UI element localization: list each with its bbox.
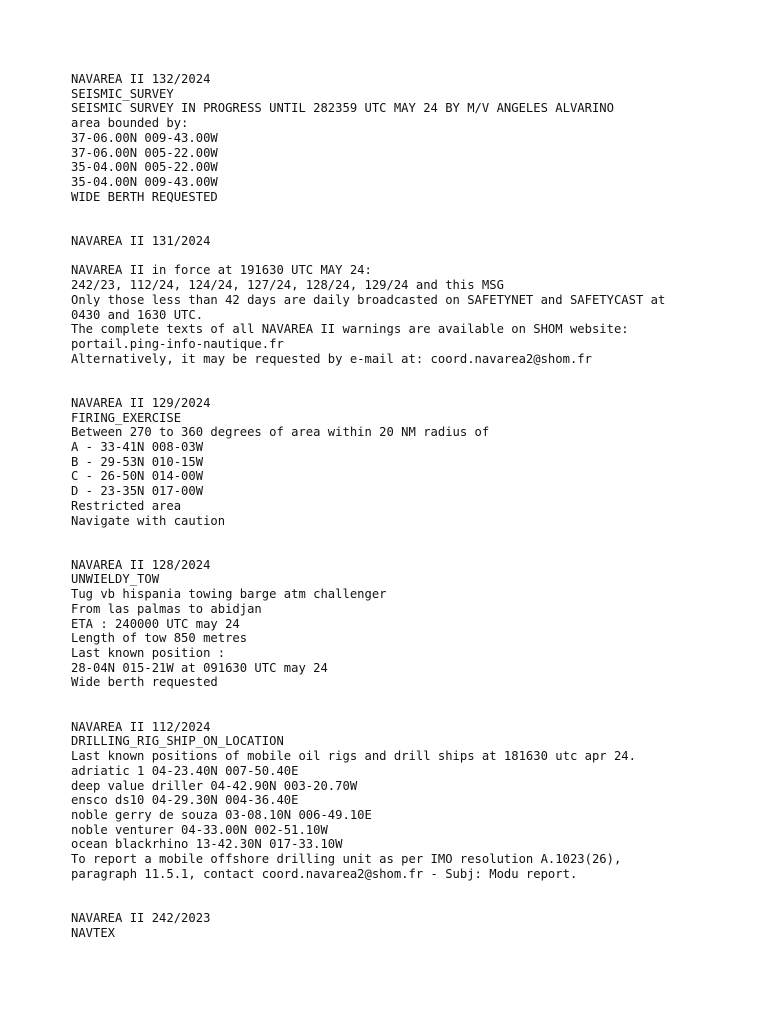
warning-line: 35-04.00N 005-22.00W	[71, 160, 218, 175]
warning-line: NAVAREA II in force at 191630 UTC MAY 24:	[71, 263, 372, 278]
warning-line: NAVTEX	[71, 925, 116, 940]
warning-line: deep value driller 04-42.90N 003-20.70W	[71, 778, 358, 793]
warning-header: NAVAREA II 242/2023	[71, 910, 211, 925]
navarea-warning	[71, 720, 761, 882]
navarea-warning	[71, 396, 761, 528]
warning-line: A - 33-41N 008-03W	[71, 439, 204, 454]
warning-line: Restricted area	[71, 498, 182, 513]
warning-line: Only those less than 42 days are daily broadcasted on SAFETYNET and SAFETYCAST at	[71, 292, 666, 307]
warning-line: paragraph 11.5.1, contact coord.navarea2@shom.fr - Subj: Modu report.	[71, 866, 578, 881]
section-gap	[71, 882, 761, 911]
warning-line: ocean blackrhino 13-42.30N 017-33.10W	[71, 837, 343, 852]
warning-line: D - 23-35N 017-00W	[71, 484, 204, 499]
warning-line: adriatic 1 04-23.40N 007-50.40E	[71, 763, 299, 778]
warning-line: To report a mobile offshore drilling unit as per IMO resolution A.1023(26),	[71, 852, 622, 867]
warning-header: NAVAREA II 129/2024	[71, 395, 211, 410]
warning-line: 37-06.00N 009-43.00W	[71, 130, 218, 145]
warning-line: ETA : 240000 UTC may 24	[71, 616, 240, 631]
warning-line: FIRING_EXERCISE	[71, 410, 182, 425]
section-gap	[71, 204, 761, 233]
warning-line: SEISMIC_SURVEY	[71, 86, 174, 101]
navarea-warning	[71, 72, 761, 204]
warning-line: The complete texts of all NAVAREA II warnings are available on SHOM website:	[71, 322, 629, 337]
warning-line: C - 26-50N 014-00W	[71, 469, 204, 484]
warning-line: 242/23, 112/24, 124/24, 127/24, 128/24, 129/24 and this MSG	[71, 278, 504, 293]
warning-header: NAVAREA II 128/2024	[71, 557, 211, 572]
warning-line: Last known position :	[71, 646, 226, 661]
warning-header: NAVAREA II 112/2024	[71, 719, 211, 734]
warning-line: Between 270 to 360 degrees of area within 20 NM radius of	[71, 425, 490, 440]
warning-line: WIDE BERTH REQUESTED	[71, 189, 218, 204]
warning-line: SEISMIC SURVEY IN PROGRESS UNTIL 282359 UTC MAY 24 BY M/V ANGELES ALVARINO	[71, 101, 614, 116]
navarea-warning	[71, 558, 761, 690]
warning-line: Last known positions of mobile oil rigs and drill ships at 181630 utc apr 24.	[71, 749, 636, 764]
warning-line: Wide berth requested	[71, 675, 218, 690]
warning-line: area bounded by:	[71, 116, 189, 131]
warning-line: B - 29-53N 010-15W	[71, 454, 204, 469]
warning-line: From las palmas to abidjan	[71, 601, 262, 616]
warning-line: Length of tow 850 metres	[71, 631, 248, 646]
warning-line: ensco ds10 04-29.30N 004-36.40E	[71, 793, 299, 808]
navarea-warning	[71, 234, 761, 366]
section-gap	[71, 528, 761, 557]
warning-header: NAVAREA II 131/2024	[71, 233, 211, 248]
warning-header: NAVAREA II 132/2024	[71, 72, 211, 86]
section-gap	[71, 366, 761, 395]
warning-line: 0430 and 1630 UTC.	[71, 307, 204, 322]
warning-line	[71, 249, 761, 264]
warning-line: Alternatively, it may be requested by e-mail at: coord.navarea2@shom.fr	[71, 351, 592, 366]
warning-line: DRILLING_RIG_SHIP_ON_LOCATION	[71, 734, 284, 749]
warning-line: noble venturer 04-33.00N 002-51.10W	[71, 822, 328, 837]
warning-line: 28-04N 015-21W at 091630 UTC may 24	[71, 660, 328, 675]
warning-line: Navigate with caution	[71, 513, 226, 528]
warning-line: noble gerry de souza 03-08.10N 006-49.10E	[71, 807, 372, 822]
warning-line: 35-04.00N 009-43.00W	[71, 175, 218, 190]
warning-line: portail.ping-info-nautique.fr	[71, 336, 284, 351]
document-body	[71, 72, 761, 940]
warning-line: Tug vb hispania towing barge atm challenger	[71, 587, 387, 602]
warning-line: 37-06.00N 005-22.00W	[71, 145, 218, 160]
navarea-warning	[71, 911, 761, 940]
warning-line: UNWIELDY_TOW	[71, 572, 160, 587]
section-gap	[71, 690, 761, 719]
